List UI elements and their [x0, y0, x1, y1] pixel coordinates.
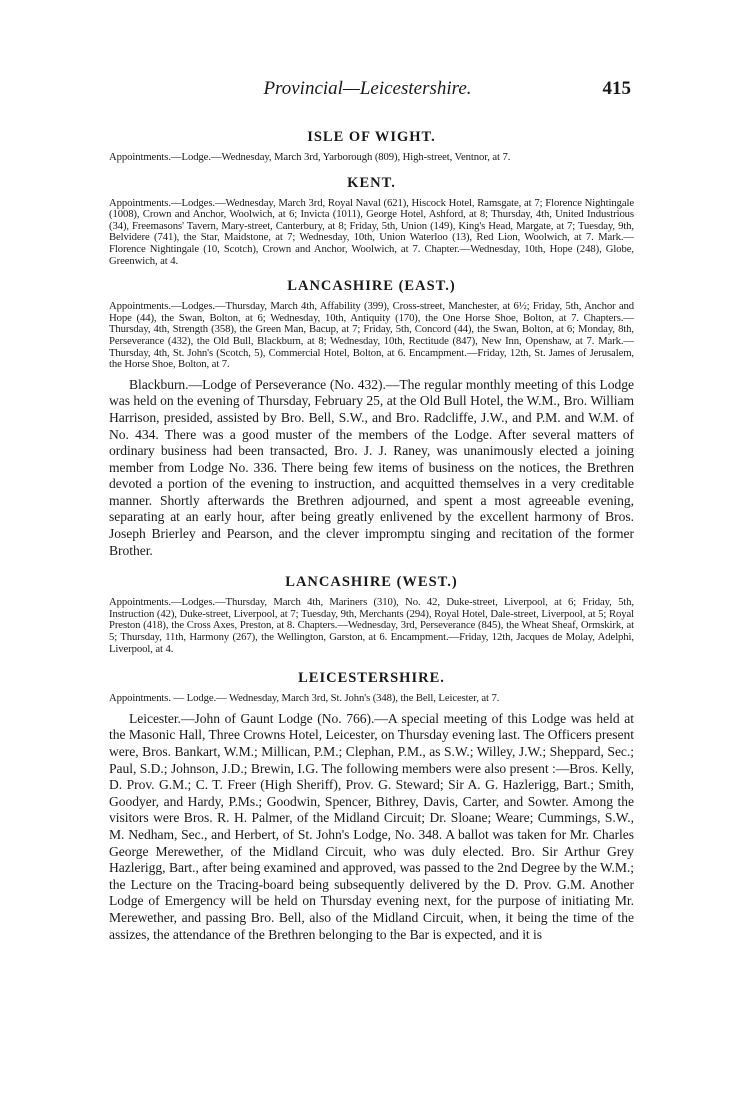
appointments-leicestershire: Appointments. — Lodge.— Wednesday, March 3rd, St. John's (348), the Bell, Leicester, at 7.: [109, 692, 500, 705]
report-blackburn: Blackburn.—Lodge of Perseverance (No. 432).—The regular monthly meeting of this Lodge was held on the evening of Thursday, February 25, at the Old Bull Hotel, the W.M., Bro. William Harrison, presided, assisted by Bro. Bell, S.W., and Bro. Radcliffe, J.W., and P.M. and W.M. of No. 434. There was a good muster of the members of the Lodge. After several matters of ordinary business had been transacted, Bro. J. J. Raney, was unanimously elected a joining member from Lodge No. 336. There being few items of business on the notices, the Brethren devoted a portion of the evening to instruction, and acquitted themselves in a very creditable manner. Shortly afterwards the Brethren adjourned, and spent a most agreeable evening, separating at an early hour, after being greatly enlivened by the excellent harmony of Bros. Joseph Brierley and Pearson, and the clever impromptu singing and recitation of the former Brother.: [109, 376, 634, 558]
appointments-kent: Appointments.—Lodges.—Wednesday, March 3rd, Royal Naval (621), Hiscock Hotel, Ramsgate, at 7; Florence Nightingale (1008), Crown and Anchor, Woolwich, at 6; Invicta (1011), George Hotel, Ashford, at 8; Thursday, 4th, United Industrious (34), Freemasons' Tavern, Mary-street, Canterbury, at 8; Friday, 5th, Union (149), King's Head, Margate, at 7; Tuesday, 9th, Belvidere (741), the Star, Maidstone, at 7; Wednesday, 10th, Union Waterloo (13), Red Lion, Woolwich, at 7. Mark.—Florence Nightingale (10, Scotch), Crown and Anchor, Woolwich, at 7. Chapter.—Wednesday, 10th, Hope (248), Globe, Greenwich, at 4.: [109, 196, 634, 267]
running-title: Provincial—Leicestershire.: [263, 78, 472, 99]
running-head: [0, 78, 735, 102]
appointments-lancashire-east: Appointments.—Lodges.—Thursday, March 4th, Affability (399), Cross-street, Manchester, at 6½; Friday, 5th, Anchor and Hope (44), the Swan, Bolton, at 6; Wednesday, 10th, Antiquity (170), the One Horse Shoe, Bolton, at 7. Chapters.—Thursday, 4th, Strength (358), the Green Man, Bacup, at 7; Friday, 5th, Concord (44), the Swan, Bolton, at 6; Monday, 8th, Perseverance (432), the Old Bull, Blackburn, at 8; Wednesday, 10th, Rectitude (847), New Inn, Openshaw, at 7. Mark.—Thursday, 4th, St. John's (Scotch, 5), Commercial Hotel, Bolton, at 6. Encampment.—Friday, 12th, St. James of Jerusalem, the Horse Shoe, Bolton, at 7.: [109, 300, 634, 371]
appointments-isle-of-wight: Appointments.—Lodge.—Wednesday, March 3rd, Yarborough (809), High-street, Ventnor, at 7.: [109, 151, 511, 163]
page-number: 415: [602, 78, 631, 99]
heading-leicestershire: LEICESTERSHIRE.: [298, 670, 445, 687]
heading-isle-of-wight: ISLE OF WIGHT.: [307, 129, 436, 145]
main-column: [109, 128, 634, 943]
heading-kent: KENT.: [347, 174, 396, 191]
report-leicester: Leicester.—John of Gaunt Lodge (No. 766).—A special meeting of this Lodge was held at the Masonic Hall, Three Crowns Hotel, Leicester, on Thursday evening last. The Officers present were, Bros. Bankart, W.M.; Millican, P.M.; Clephan, P.M., as S.W.; Willey, J.W.; Sheppard, Sec.; Paul, S.D.; Johnson, J.D.; Brewin, I.G. The following members were also present :—Bros. Kelly, D. Prov. G.M.; C. T. Freer (High Sheriff), Prov. G. Steward; Sir A. G. Hazlerigg, Bart.; Smith, Goodyer, and Hardy, P.Ms.; Goodwin, Spencer, Bithrey, Davis, Carter, and Sowter. Among the visitors were Bros. R. H. Palmer, of the Midland Circuit; Dr. Sloane; Weare; Cummings, S.W., M. Nedham, Sec., and Herbert, of St. John's Lodge, No. 348. A ballot was taken for Mr. Charles George Merewether, of the Midland Circuit, who was duly elected. Bro. Sir Arthur Grey Hazlerigg, Bart., after being examined and approved, was passed to the 2nd Degree by the W.M.; the Lecture on the Tracing-board being subsequently delivered by the D. Prov. G.M. Another Lodge of Emergency will be held on Thursday evening next, for the purpose of initiating Mr. Merewether, and passing Bro. Bell, also of the Midland Circuit, when, it being the time of the assizes, the attendance of the Brethren belonging to the Bar is expected, and it is: [109, 710, 634, 942]
heading-lancashire-east: LANCASHIRE (EAST.): [287, 278, 456, 295]
heading-lancashire-west: LANCASHIRE (WEST.): [285, 574, 458, 591]
appointments-lancashire-west: Appointments.—Lodges.—Thursday, March 4th, Mariners (310), No. 42, Duke-street, Liverpool, at 6; Friday, 5th, Instruction (42), Duke-street, Liverpool, at 7; Tuesday, 9th, Merchants (294), Royal Hotel, Dale-street, Liverpool, at 5; Royal Preston (418), the Cross Axes, Preston, at 8. Chapters.—Wednesday, 3rd, Perseverance (845), the Wheat Sheaf, Ormskirk, at 5; Thursday, 11th, Harmony (267), the Wellington, Garston, at 6. Encampment.—Friday, 12th, Jacques de Molay, Adelphi, Liverpool, at 4.: [109, 596, 634, 655]
